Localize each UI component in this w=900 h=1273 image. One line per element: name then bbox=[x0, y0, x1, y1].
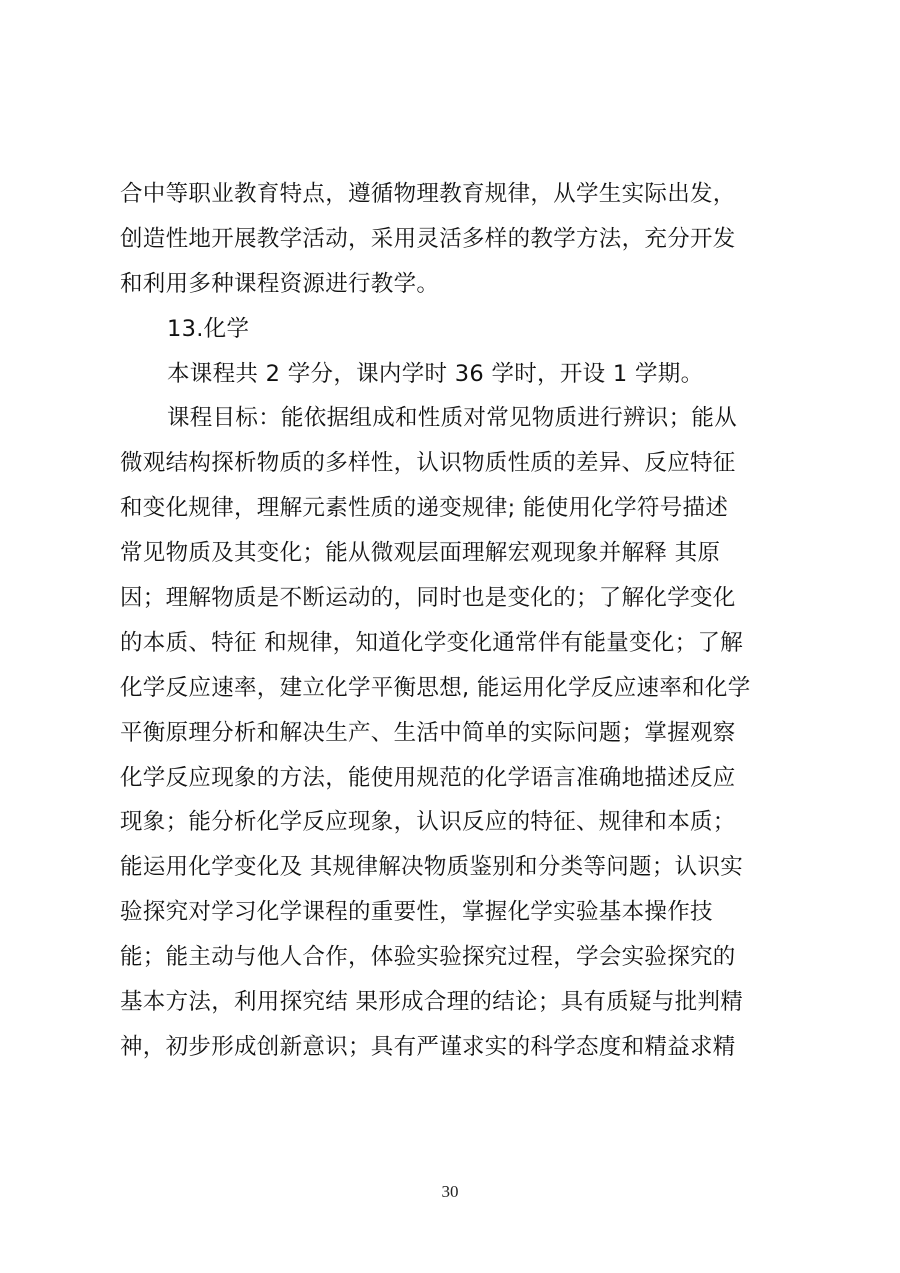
text-line: 创造性地开展教学活动，采用灵活多样的教学方法，充分开发 bbox=[120, 225, 736, 252]
body-text bbox=[120, 172, 800, 1070]
text-line: 能；能主动与他人合作，体验实验探究过程，学会实验探究的 bbox=[120, 944, 736, 971]
text-line: 的本质、特征 和规律，知道化学变化通常伴有能量变化；了解 bbox=[120, 629, 744, 656]
page-number: 30 bbox=[441, 1182, 459, 1201]
text-line: 常见物质及其变化；能从微观层面理解宏观现象并解释 其原 bbox=[120, 540, 721, 567]
text-line: 和利用多种课程资源进行教学。 bbox=[120, 270, 440, 297]
text-line: 化学反应现象的方法，能使用规范的化学语言准确地描述反应 bbox=[120, 764, 736, 791]
text-line: 神，初步形成创新意识；具有严谨求实的科学态度和精益求精 bbox=[120, 1033, 736, 1060]
text-line: 现象；能分析化学反应现象，认识反应的特征、规律和本质； bbox=[120, 809, 736, 836]
text-line: 化学反应速率，建立化学平衡思想, 能运用化学反应速率和化学 bbox=[120, 674, 751, 701]
section-heading: 13.化学 bbox=[167, 315, 250, 342]
text-line: 课程目标：能依据组成和性质对常见物质进行辨识；能从 bbox=[167, 405, 738, 432]
text-line: 和变化规律，理解元素性质的递变规律; 能使用化学符号描述 bbox=[120, 495, 729, 522]
text-line: 合中等职业教育特点，遵循物理教育规律，从学生实际出发， bbox=[120, 181, 736, 207]
text-line: 验探究对学习化学课程的重要性，掌握化学实验基本操作技 bbox=[120, 899, 713, 926]
text-line: 能运用化学变化及 其规律解决物质鉴别和分类等问题；认识实 bbox=[120, 854, 744, 881]
text-line: 微观结构探析物质的多样性，认识物质性质的差异、反应特征 bbox=[120, 450, 736, 477]
text-line: 平衡原理分析和解决生产、生活中简单的实际问题；掌握观察 bbox=[120, 719, 736, 746]
text-line: 基本方法，利用探究结 果形成合理的结论；具有质疑与批判精 bbox=[120, 989, 744, 1016]
text-line: 因；理解物质是不断运动的，同时也是变化的；了解化学变化 bbox=[120, 585, 736, 612]
text-line: 本课程共 2 学分，课内学时 36 学时，开设 1 学期。 bbox=[167, 360, 704, 387]
